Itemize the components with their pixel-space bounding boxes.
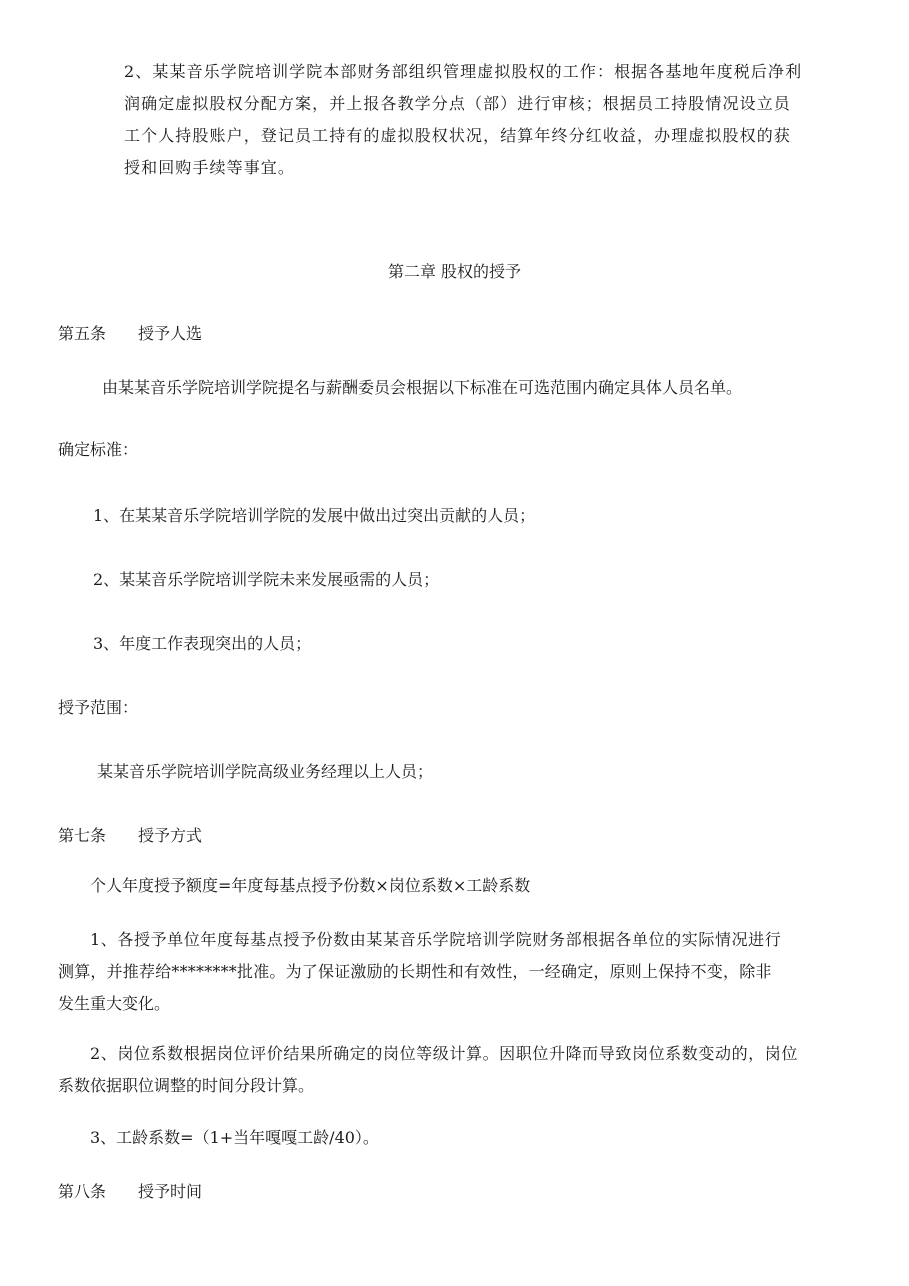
item1-line-2: 测算，并推荐给********批准。为了保证激励的长期性和有效性，一经确定，原则上保持不变，除非	[58, 962, 772, 981]
scope-label: 授予范围：	[58, 698, 139, 717]
item1-line-1: 1、各授予单位年度每基点授予份数由某某音乐学院培训学院财务部根据各单位的实际情况进行	[90, 930, 782, 949]
item3-text: 3、工龄系数=（1+当年嘎嘎工龄/40）。	[90, 1128, 379, 1147]
intro-line-2: 润确定虚拟股权分配方案，并上报各教学分点（部）进行审核；根据员工持股情况设立员	[124, 94, 791, 113]
article-5-title: 授予人选	[138, 324, 203, 343]
item2-line-2: 系数依据职位调整的时间分段计算。	[58, 1076, 315, 1095]
article-7-number: 第七条	[58, 826, 107, 845]
article-7-title: 授予方式	[138, 826, 203, 845]
criteria-item-1: 1、在某某音乐学院培训学院的发展中做出过突出贡献的人员；	[93, 506, 536, 525]
article-7-formula: 个人年度授予额度=年度每基点授予份数×岗位系数×工龄系数	[90, 876, 531, 895]
article-8-number: 第八条	[58, 1182, 107, 1201]
criteria-item-2: 2、某某音乐学院培训学院未来发展亟需的人员；	[93, 570, 440, 589]
chapter-title: 第二章 股权的授予	[387, 262, 522, 281]
scope-text: 某某音乐学院培训学院高级业务经理以上人员；	[97, 762, 434, 781]
intro-line-1: 2、某某音乐学院培训学院本部财务部组织管理虚拟股权的工作：根据各基地年度税后净利	[124, 62, 803, 81]
item1-line-3: 发生重大变化。	[58, 994, 171, 1013]
criteria-item-3: 3、年度工作表现突出的人员；	[93, 634, 312, 653]
article-5-body: 由某某音乐学院培训学院提名与薪酬委员会根据以下标准在可选范围内确定具体人员名单。	[102, 378, 743, 397]
article-5-number: 第五条	[58, 324, 107, 343]
article-8-heading	[58, 1182, 202, 1202]
intro-line-4: 授和回购手续等事宜。	[124, 158, 296, 177]
intro-line-3: 工个人持股账户，登记员工持有的虚拟股权状况，结算年终分红收益，办理虚拟股权的获	[124, 126, 791, 145]
article-7-heading	[58, 826, 202, 846]
article-8-title: 授予时间	[138, 1182, 203, 1201]
item2-line-1: 2、岗位系数根据岗位评价结果所确定的岗位等级计算。因职位升降而导致岗位系数变动的，岗位	[90, 1044, 798, 1063]
criteria-label: 确定标准：	[58, 440, 139, 459]
article-5-heading	[58, 324, 202, 344]
